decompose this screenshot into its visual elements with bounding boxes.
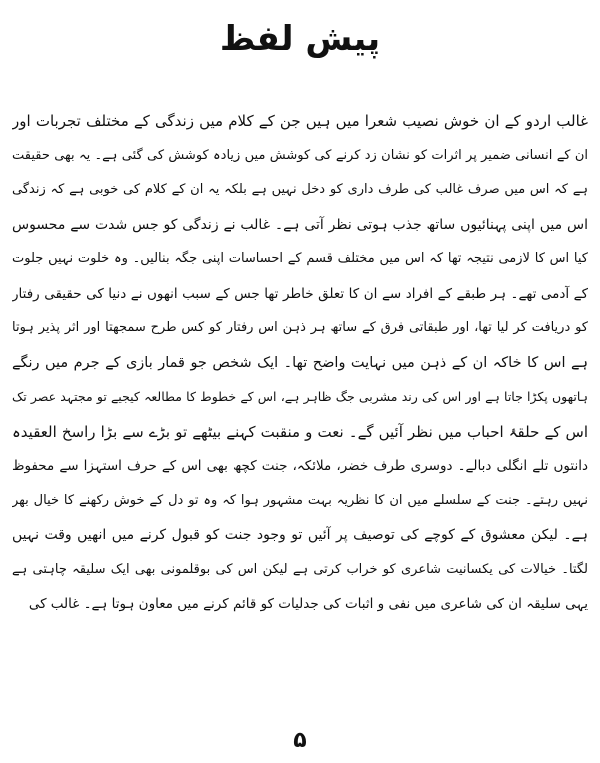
text-line: کیا اس کا لازمی نتیجہ تھا کہ اس میں مختلف قسم کے احساسات اپنی جگہ بنالیں۔ وہ خلوت نہیں جلوت [12, 251, 588, 266]
text-line: کو دریافت کر لیا تھا، اور طبقاتی فرق کے ساتھ ہر ذہن اس رفتار کو کس طرح سمجھتا اور اثر پذیر ہوتا [12, 320, 588, 335]
text-line: لگتا۔ خیالات کی یکسانیت شاعری کو خراب کرتی ہے لیکن اس کی بوقلمونی بھی ایک سلیقہ چاہتی ہے [12, 561, 588, 577]
text-line: ہے اس کا خاکہ ان کے ذہن میں نہایت واضح تھا۔ ایک شخص جو قمار بازی کے جرم میں رنگے [12, 354, 588, 371]
text-line: نہیں رہتے۔ جنت کے سلسلے میں ان کا نظریہ بہت مشہور ہوا کہ وہ تو دل کے خوش رکھنے کا خیال بھر [12, 492, 588, 508]
text-line: غالب اردو کے ان خوش نصیب شعرا میں ہیں جن کے کلام میں زندگی کے مختلف تجربات اور [12, 112, 588, 130]
text-line: ہے کہ اس میں صرف غالب کی طرف داری کو دخل نہیں ہے بلکہ یہ ان کے کلام کی خوبی ہے کہ زندگی [12, 182, 588, 197]
page-number: ۵ [293, 728, 307, 753]
text-line: اس کے حلقۂ احباب میں نظر آئیں گے۔ نعت و منقبت کہنے بیٹھے تو بڑے سے بڑا راسخ العقیدہ [12, 422, 588, 441]
text-line: اس میں اپنی پہنائیوں ساتھ جذب ہوتی نظر آتی ہے۔ غالب نے زندگی کو جس شدت سے محسوس [12, 216, 588, 233]
page-title: پیش لفظ [219, 19, 381, 59]
text-line: دانتوں تلے انگلی دبالے۔ دوسری طرف خضر، ملائکہ، جنت کچھ بھی اس کے حرف استہزا سے محفوظ [12, 458, 588, 474]
text-line: کے آدمی تھے۔ ہر طبقے کے افراد سے ان کا تعلق خاطر تھا جس کے سبب انھوں نے دنیا کی حقیقی رفتار [12, 285, 588, 302]
body-text [12, 104, 588, 622]
text-line: ہے۔ لیکن معشوق کے کوچے کی توصیف پر آئیں تو وجود جنت کو قبول کرنے میں انھیں وقت نہیں [12, 527, 588, 543]
text-line: ان کے انسانی ضمیر پر اثرات کو نشان زد کرنے کی کوشش میں زیادہ کوشش کی گئی ہے۔ یہ بھی حقیقت [12, 147, 588, 163]
text-line: یہی سلیقہ ان کی شاعری میں نفی و اثبات کی جدلیات کو قائم کرنے میں معاون ہوتا ہے۔ غالب کی [28, 596, 588, 612]
text-line: ہاتھوں پکڑا جاتا ہے اور اس کی رند مشربی جگ ظاہر ہے، اس کے خطوط کا مطالعہ کیجیے تو مجتہد عصر تک [12, 389, 588, 404]
